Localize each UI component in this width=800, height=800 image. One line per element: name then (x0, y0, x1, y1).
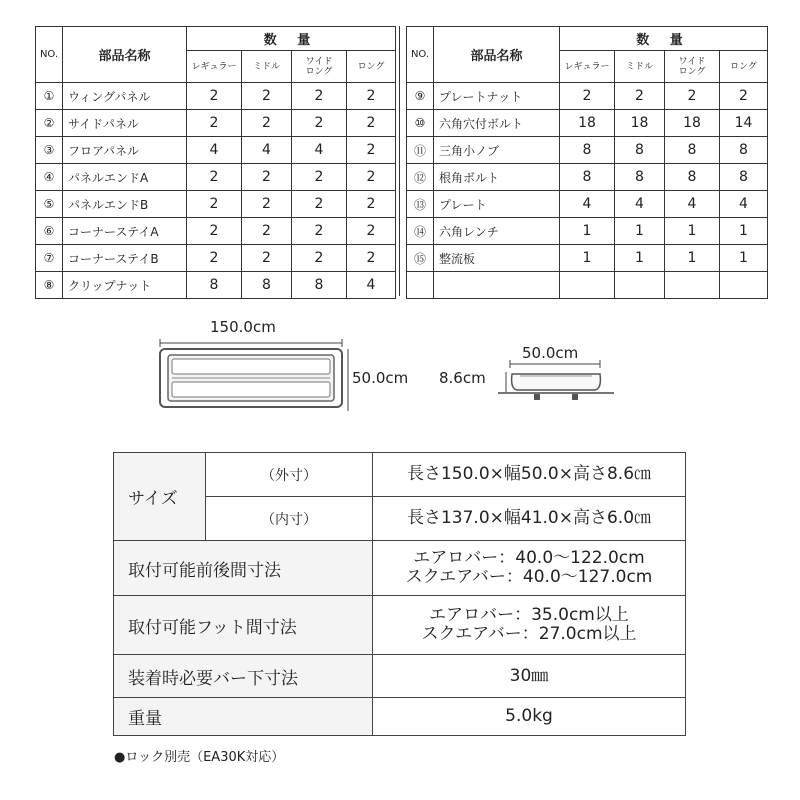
col-no-header: NO. (407, 27, 434, 83)
table-divider (399, 26, 400, 296)
part-quantity: 18 (615, 110, 665, 137)
table-row (36, 164, 396, 191)
part-number: ⑭ (407, 218, 434, 245)
part-quantity: 2 (347, 191, 396, 218)
size-wide-long-header: ワイド ロング (292, 51, 347, 83)
table-row (407, 272, 768, 299)
inner-size-label: （内寸） (206, 497, 373, 541)
part-quantity: 1 (665, 245, 720, 272)
part-quantity: 4 (560, 191, 615, 218)
part-number: ⑫ (407, 164, 434, 191)
part-quantity: 8 (615, 164, 665, 191)
part-quantity: 2 (187, 245, 242, 272)
bar-clearance-label: 装着時必要バー下寸法 (114, 655, 373, 698)
table-row (407, 191, 768, 218)
part-quantity: 4 (292, 137, 347, 164)
size-middle-header: ミドル (242, 51, 292, 83)
outer-size-value: 長さ150.0×幅50.0×高さ8.6㎝ (373, 453, 686, 497)
part-name (434, 272, 560, 299)
part-number: ② (36, 110, 63, 137)
part-quantity: 18 (560, 110, 615, 137)
size-regular-header: レギュラー (187, 51, 242, 83)
part-number: ⑤ (36, 191, 63, 218)
weight-label: 重量 (114, 698, 373, 736)
col-name-header: 部品名称 (434, 27, 560, 83)
part-quantity: 2 (292, 218, 347, 245)
part-number (407, 272, 434, 299)
inner-size-value: 長さ137.0×幅41.0×高さ6.0㎝ (373, 497, 686, 541)
part-number: ⑬ (407, 191, 434, 218)
outer-size-label: （外寸） (206, 453, 373, 497)
part-number: ⑨ (407, 83, 434, 110)
part-number: ⑦ (36, 245, 63, 272)
size-long-header: ロング (720, 51, 768, 83)
part-quantity (560, 272, 615, 299)
part-quantity: 2 (347, 218, 396, 245)
table-row (36, 110, 396, 137)
height-dimension: 8.6cm (439, 369, 486, 387)
col-name-header: 部品名称 (63, 27, 187, 83)
part-quantity: 8 (615, 137, 665, 164)
table-row (36, 137, 396, 164)
part-quantity: 4 (615, 191, 665, 218)
spec-row-bar-clearance (114, 655, 686, 698)
part-quantity: 2 (187, 110, 242, 137)
table-row (36, 245, 396, 272)
table-row (407, 218, 768, 245)
part-quantity: 2 (242, 191, 292, 218)
part-quantity (615, 272, 665, 299)
part-quantity: 2 (347, 83, 396, 110)
part-quantity: 8 (665, 137, 720, 164)
part-number: ⑧ (36, 272, 63, 299)
part-quantity: 2 (242, 83, 292, 110)
part-quantity: 2 (347, 164, 396, 191)
bar-clearance-value: 30㎜ (373, 655, 686, 698)
part-name: コーナーステイA (63, 218, 187, 245)
part-quantity: 1 (560, 245, 615, 272)
front-rear-label: 取付可能前後間寸法 (114, 541, 373, 596)
size-middle-header: ミドル (615, 51, 665, 83)
weight-value: 5.0kg (373, 698, 686, 736)
part-name: 根角ボルト (434, 164, 560, 191)
length-dimension: 150.0cm (210, 318, 276, 336)
spec-table (113, 452, 686, 736)
table-row (36, 191, 396, 218)
part-name: コーナーステイB (63, 245, 187, 272)
part-name: プレート (434, 191, 560, 218)
part-number: ⑩ (407, 110, 434, 137)
table-row (407, 245, 768, 272)
part-quantity: 2 (242, 164, 292, 191)
part-name: 整流板 (434, 245, 560, 272)
part-quantity: 8 (560, 164, 615, 191)
table-row (407, 164, 768, 191)
part-number: ⑥ (36, 218, 63, 245)
part-name: フロアパネル (63, 137, 187, 164)
part-quantity: 8 (560, 137, 615, 164)
col-no-header: NO. (36, 27, 63, 83)
spec-row-foot (114, 596, 686, 655)
part-name: プレートナット (434, 83, 560, 110)
part-quantity: 2 (242, 245, 292, 272)
table-row (36, 272, 396, 299)
foot-label: 取付可能フット間寸法 (114, 596, 373, 655)
size-regular-header: レギュラー (560, 51, 615, 83)
part-name: パネルエンドA (63, 164, 187, 191)
part-quantity: 18 (665, 110, 720, 137)
table-row (36, 218, 396, 245)
col-qty-header: 数 量 (187, 27, 396, 51)
part-quantity: 8 (242, 272, 292, 299)
part-quantity: 2 (187, 83, 242, 110)
col-qty-header: 数 量 (560, 27, 768, 51)
foot-aero: エアロバー：35.0cm以上 (429, 605, 629, 625)
part-quantity: 1 (615, 218, 665, 245)
part-name: 六角穴付ボルト (434, 110, 560, 137)
part-quantity: 2 (560, 83, 615, 110)
part-quantity: 4 (665, 191, 720, 218)
part-name: パネルエンドB (63, 191, 187, 218)
parts-table-right (406, 26, 768, 299)
parts-table-left (35, 26, 396, 299)
part-quantity: 2 (347, 245, 396, 272)
part-number: ⑮ (407, 245, 434, 272)
part-quantity: 8 (187, 272, 242, 299)
part-quantity: 2 (347, 110, 396, 137)
table-row (407, 110, 768, 137)
front-rear-value (373, 541, 686, 596)
front-rear-aero: エアロバー：40.0～122.0cm (413, 548, 645, 568)
part-quantity: 4 (347, 272, 396, 299)
top-view-drawing (150, 335, 350, 415)
part-quantity: 2 (615, 83, 665, 110)
part-quantity: 2 (292, 164, 347, 191)
side-width-dimension: 50.0cm (522, 344, 579, 362)
spec-row-weight (114, 698, 686, 736)
table-row (407, 137, 768, 164)
part-name: 六角レンチ (434, 218, 560, 245)
part-quantity: 2 (720, 83, 768, 110)
part-quantity: 2 (187, 164, 242, 191)
lock-footnote: ●ロック別売（EA30K対応） (114, 750, 285, 765)
part-quantity: 8 (720, 164, 768, 191)
part-name: サイドパネル (63, 110, 187, 137)
foot-square: スクエアバー：27.0cm以上 (421, 624, 637, 644)
part-quantity: 2 (347, 137, 396, 164)
part-quantity: 1 (720, 245, 768, 272)
part-quantity: 1 (665, 218, 720, 245)
spec-row-outer-size (114, 453, 686, 497)
part-number: ③ (36, 137, 63, 164)
part-quantity: 2 (292, 110, 347, 137)
part-quantity: 4 (242, 137, 292, 164)
part-quantity: 2 (292, 191, 347, 218)
part-quantity: 8 (292, 272, 347, 299)
part-quantity: 2 (187, 218, 242, 245)
part-quantity: 2 (187, 191, 242, 218)
part-quantity: 1 (560, 218, 615, 245)
part-quantity (665, 272, 720, 299)
part-quantity: 4 (720, 191, 768, 218)
spec-row-front-rear (114, 541, 686, 596)
part-quantity: 2 (665, 83, 720, 110)
part-quantity: 14 (720, 110, 768, 137)
part-quantity: 1 (720, 218, 768, 245)
size-long-header: ロング (347, 51, 396, 83)
table-row (36, 83, 396, 110)
part-number: ④ (36, 164, 63, 191)
width-dimension: 50.0cm (352, 369, 409, 387)
foot-value (373, 596, 686, 655)
part-quantity: 8 (720, 137, 768, 164)
part-quantity: 2 (242, 218, 292, 245)
part-number: ⑪ (407, 137, 434, 164)
part-name: ウィングパネル (63, 83, 187, 110)
part-name: 三角小ノブ (434, 137, 560, 164)
front-rear-square: スクエアバー：40.0～127.0cm (405, 567, 653, 587)
part-quantity: 2 (292, 245, 347, 272)
size-label: サイズ (114, 453, 206, 541)
part-quantity: 1 (615, 245, 665, 272)
part-quantity: 8 (665, 164, 720, 191)
part-number: ① (36, 83, 63, 110)
part-quantity (720, 272, 768, 299)
part-quantity: 4 (187, 137, 242, 164)
part-name: クリップナット (63, 272, 187, 299)
table-row (407, 83, 768, 110)
part-quantity: 2 (242, 110, 292, 137)
side-view-drawing (490, 360, 620, 404)
part-quantity: 2 (292, 83, 347, 110)
size-wide-long-header: ワイド ロング (665, 51, 720, 83)
